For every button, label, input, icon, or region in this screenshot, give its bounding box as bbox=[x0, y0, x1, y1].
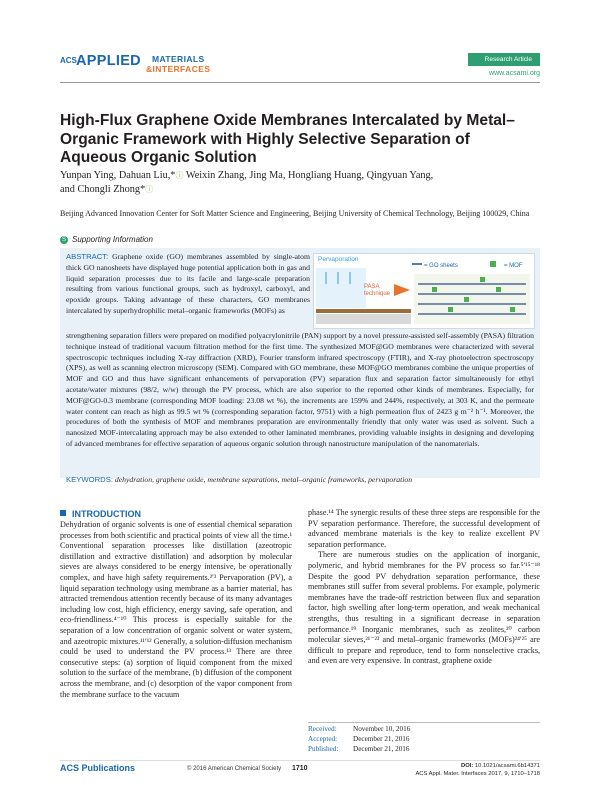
section-heading-introduction bbox=[60, 509, 141, 519]
doi-line[interactable] bbox=[415, 763, 540, 771]
journal-interfaces-word: INTERFACES bbox=[152, 64, 211, 74]
intro-paragraph-2: phase.¹⁴ The synergic results of these three steps are responsible for the PV separation performance. Therefore, the successful development of advanced membrane materials is the key to realize excellent PV separation performance. bbox=[308, 508, 540, 549]
section-heading-text: INTRODUCTION bbox=[72, 509, 141, 519]
footer-divider bbox=[60, 760, 540, 761]
toc-pasa-label: PASA technique bbox=[364, 284, 391, 297]
published-date: December 21, 2016 bbox=[353, 744, 410, 753]
acs-publications-logo[interactable] bbox=[60, 763, 135, 773]
abstract-label: ABSTRACT: bbox=[66, 252, 109, 261]
doi-block bbox=[415, 763, 540, 778]
authors-line1[interactable]: Yunpan Ying, Dahuan Liu,* bbox=[60, 170, 176, 181]
journal-materials: MATERIALS bbox=[152, 54, 205, 64]
accepted-date: December 21, 2016 bbox=[353, 734, 410, 743]
published-label: Published: bbox=[308, 744, 339, 753]
authors-line1b[interactable]: Weixin Zhang, Jing Ma, Hongliang Huang, Qingyuan Yang, bbox=[183, 170, 434, 181]
affiliation: Beijing Advanced Innovation Center for Soft Matter Science and Engineering, Beijing University of Chemical Technology, Beijing 100029, China bbox=[60, 209, 530, 218]
process-arrow bbox=[394, 284, 410, 296]
received-row bbox=[308, 725, 410, 735]
acs-mark: ACS bbox=[60, 56, 77, 65]
journal-interfaces bbox=[146, 64, 210, 74]
toc-pervaporation-label: Pervaporation bbox=[318, 256, 359, 263]
membrane-layer bbox=[316, 309, 411, 313]
accepted-label: Accepted: bbox=[308, 734, 338, 743]
supporting-information-link[interactable] bbox=[60, 235, 153, 244]
membrane-detail-bg bbox=[414, 274, 530, 324]
abstract-text-a: Graphene oxide (GO) membranes assembled by single-atom thick GO nanosheets have displayed huge potential application both in gas and liquid separation processes due to its facile and large-scale preparation resulting from various functional groups, such as hydroxyl, carboxyl, and epoxide groups. Taking advantage of these characters, GO membranes intercalated by superhydrophilic metal–organic frameworks (MOFs) as bbox=[66, 252, 310, 315]
page-number: 1710 bbox=[292, 765, 308, 772]
keywords bbox=[66, 475, 534, 484]
section-square-icon bbox=[60, 510, 66, 516]
pan-support bbox=[316, 314, 411, 324]
intro-paragraph-1: Dehydration of organic solvents is one of essential chemical separation processes from both scientific and practical points of view all the time.¹ Conventional separation processes like distillation (azeotropic distillation and extractive distillation) and adsorption by molecular sieves are always considered to be energy intensive, be operationally complex, and have high safety requirements.²ʹ³ Pervaporation (PV), a liquid separation technology using membrane as a barrier material, has attracted tremendous attention recently because of its many advantages including low cost, high efficiency, energy saving, safe operation, and eco-friendliness.⁴⁻¹⁰ This process is especially suitable for the separation of a low concentration of organic solvent or water system, and azeotropic mixtures.¹¹ʹ¹² Generally, a solution-diffusion mechanism could be used to understand the PV process.¹³ There are three consecutive steps: (a) sorption of liquid component from the mixed solution to the surface of the membrane, (b) diffusion of the component across the membrane, and (c) desorption of the vapor component from the membrane surface to the vacuum bbox=[60, 520, 292, 699]
publication-dates bbox=[308, 725, 410, 754]
journal-applied: APPLIED bbox=[76, 53, 141, 69]
dates-divider bbox=[308, 722, 540, 723]
doi-value: 10.1021/acsami.6b14371 bbox=[473, 763, 540, 769]
orcid-icon-2[interactable]: ⓘ bbox=[145, 185, 154, 194]
abstract-part-a bbox=[66, 252, 310, 317]
toc-mof-legend: = MOF bbox=[504, 263, 523, 269]
received-date: November 10, 2016 bbox=[353, 725, 411, 733]
header-divider bbox=[60, 82, 540, 83]
abstract-text-b: strengthening separation fillers were prepared on modified polyacrylonitrile (PAN) support by a novel pressure-assisted self-assembly (PASA) filtration technique instead of traditional vacuum filtration method for the first time. The synthesized MOF@GO membranes were characterized with several spectroscopic techniques including X-ray diffraction (XRD), Fourier transform infrared spectroscopy (FTIR), and X-ray photoelectron spectroscopy (XPS), as well as scanning electron microscopy (SEM). Compared with GO membrane, these MOF@GO membranes combine the unique properties of MOF and GO and thus have significant enhancements of pervaporation (PV) separation flux and separation factor simultaneously for ethyl acetate/water mixtures (98/2, w/w) through the PV process, which are also superior to the reported other kinds of membranes. Especially, for MOF@GO-0.3 membrane (corresponding MOF loading: 23.08 wt %), the increments are 159% and 244%, respectively, at 303 K, and the permeate water content can reach as high as 99.5 wt % (corresponding separation factor, 9751) with a high permeation flux of 2423 g m⁻² h⁻¹. Moreover, the procedures of both the synthesis of MOF and membranes preparation are environmentally friendly that only water was used as solvent. Such a nanosized MOF-intercalating approach may be also extended to other laminated membranes, providing valuable insights in designing and developing of advanced membranes for effective separation of aqueous organic solution through nanostructure manipulation of the nanomaterials. bbox=[66, 331, 534, 448]
keywords-label: KEYWORDS: bbox=[66, 475, 113, 484]
toc-graphic bbox=[313, 253, 535, 329]
feed-liquid bbox=[316, 268, 366, 308]
article-title: High-Flux Graphene Oxide Membranes Intercalated by Metal–Organic Framework with Highly Selective Separation of Aqueous Organic Solution bbox=[60, 112, 515, 166]
acs-publications-label: ACS Publications bbox=[60, 763, 136, 773]
copyright: © 2016 American Chemical Society bbox=[187, 766, 282, 772]
published-row bbox=[308, 745, 410, 755]
article-type-badge: Research Article bbox=[468, 53, 540, 66]
body-column-left bbox=[60, 520, 292, 700]
journal-amp: & bbox=[146, 64, 153, 74]
author-list bbox=[60, 169, 540, 197]
mof-legend-swatch bbox=[490, 261, 496, 267]
toc-go-legend: = GO sheets bbox=[424, 263, 458, 269]
supporting-info-label: Supporting Information bbox=[72, 235, 153, 244]
accepted-row bbox=[308, 735, 410, 745]
keywords-text: dehydration, graphene oxide, membrane separations, metal–organic frameworks, pervaporation bbox=[113, 475, 413, 484]
authors-line2[interactable]: and Chongli Zhong* bbox=[60, 184, 146, 195]
orcid-icon[interactable]: ⓘ bbox=[175, 171, 184, 180]
body-column-right bbox=[308, 508, 540, 667]
citation: ACS Appl. Mater. Interfaces 2017, 9, 1710−1718 bbox=[415, 770, 540, 777]
intro-paragraph-3: There are numerous studies on the application of inorganic, polymeric, and hybrid membranes for the PV process so far.⁵ʹ¹⁵⁻¹⁸ Despite the good PV dehydration separation performance, these membranes still suffer from several problems. For example, polymeric membranes have the trade-off restriction between flux and separation factor, high swelling after long-term operation, and weak mechanical strengths, thus resulting in a significant decrease in separation performance.¹⁹ Inorganic membranes, such as zeolites,²⁰ carbon molecular sieves,²¹⁻²³ and metal–organic frameworks (MOFs)²⁴ʹ²⁵ are difficult to prepare and reproduce, tend to form nonselective cracks, and even are very expensive. In contrast, graphene oxide bbox=[308, 550, 540, 666]
supporting-info-icon: S bbox=[61, 236, 66, 243]
received-label: Received: bbox=[308, 725, 337, 733]
doi-label: DOI: bbox=[461, 763, 474, 769]
journal-url[interactable]: www.acsami.org bbox=[489, 70, 540, 77]
